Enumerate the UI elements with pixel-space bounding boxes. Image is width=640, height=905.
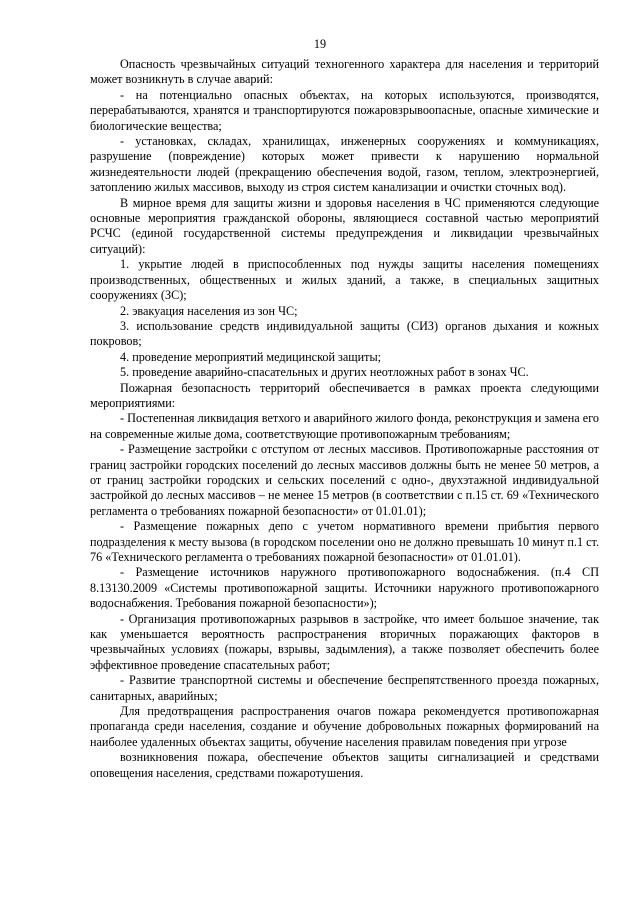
list-item: - установках, складах, хранилищах, инженерных сооружениях и коммуникациях, разрушение (повреждение) которых может привести к нарушению нормальной жизнедеятельности людей (прекращению обеспечения водой, газом, теплом, электроэнергией, затоплению жилых массивов, выходу из строя систем канализации и очистки сточных вод).: [90, 134, 599, 195]
paragraph: возникновения пожара, обеспечение объектов защиты сигнализацией и средствами оповещения населения, средствами пожаротушения.: [90, 750, 599, 780]
list-item: - Развитие транспортной системы и обеспечение беспрепятственного проезда пожарных, санитарных, аварийных;: [90, 673, 599, 703]
list-item: - Размещение пожарных депо с учетом нормативного времени прибытия первого подразделения к месту вызова (в городском поселении оно не должно превышать 10 минут п.1 ст. 76 «Технического регламента о требованиях пожарной безопасности» от 01.01.01).: [90, 519, 599, 564]
list-item: - Размещение источников наружного противопожарного водоснабжения. (п.4 СП 8.13130.2009 «Системы противопожарной защиты. Источники наружного противопожарного водоснабжения. Требования пожарной безопасности»);: [90, 565, 599, 611]
numbered-item: 4. проведение мероприятий медицинской защиты;: [120, 349, 382, 364]
list-item: - на потенциально опасных объектах, на которых используются, производятся, перерабатываются, хранятся и транспортируются пожаровзрывоопасные, опасные химические и биологические вещества;: [90, 87, 599, 133]
paragraph: В мирное время для защиты жизни и здоровья населения в ЧС применяются следующие основные мероприятия гражданской обороны, являющиеся составной частью мероприятий РСЧС (единой государственной системы предупреждения и ликвидации чрезвычайных ситуаций):: [90, 195, 599, 256]
page-number: 19: [313, 37, 327, 51]
list-item: - Размещение застройки с отступом от лесных массивов. Противопожарные расстояния от границ застройки городских поселений до лесных массивов должны быть не менее 50 метров, а от границ застройки городских и сельских поселений с одно-, двухэтажной индивидуальной застройкой до лесных массивов – не менее 15 метров (в соответствии с п.15 ст. 69 «Технического регламента о требованиях пожарной безопасности» от 01.01.01);: [90, 442, 599, 518]
list-item: - Постепенная ликвидация ветхого и аварийного жилого фонда, реконструкция и замена его на современные жилые дома, соответствующие противопожарным требованиям;: [90, 411, 599, 441]
numbered-item: 3. использование средств индивидуальной защиты (СИЗ) органов дыхания и кожных покровов;: [90, 318, 599, 349]
numbered-item: 2. эвакуация населения из зон ЧС;: [120, 303, 298, 318]
paragraph: Опасность чрезвычайных ситуаций техногенного характера для населения и территорий может возникнуть в случае аварий:: [90, 57, 599, 87]
document-body: [90, 57, 599, 781]
list-item: - Организация противопожарных разрывов в застройке, что имеет большое значение, так как уменьшается вероятность распространения вторичных поражающих факторов в чрезвычайных условиях (пожары, взрывы, задымления), а также позволяет обеспечить более эффективное проведение спасательных работ;: [90, 611, 599, 672]
numbered-item: 1. укрытие людей в приспособленных под нужды защиты населения помещениях производственных, общественных и жилых зданий, а также, в специальных защитных сооружениях (ЗС);: [90, 257, 599, 303]
paragraph: Для предотвращения распространения очагов пожара рекомендуется противопожарная пропаганда среди населения, создание и обучение добровольных пожарных формирований на наиболее удаленных объектах защиты, обучение населения правилам поведения при угрозе: [90, 704, 599, 749]
paragraph: Пожарная безопасность территорий обеспечивается в рамках проекта следующими мероприятиями:: [90, 380, 599, 410]
numbered-item: 5. проведение аварийно-спасательных и других неотложных работ в зонах ЧС.: [120, 365, 529, 380]
